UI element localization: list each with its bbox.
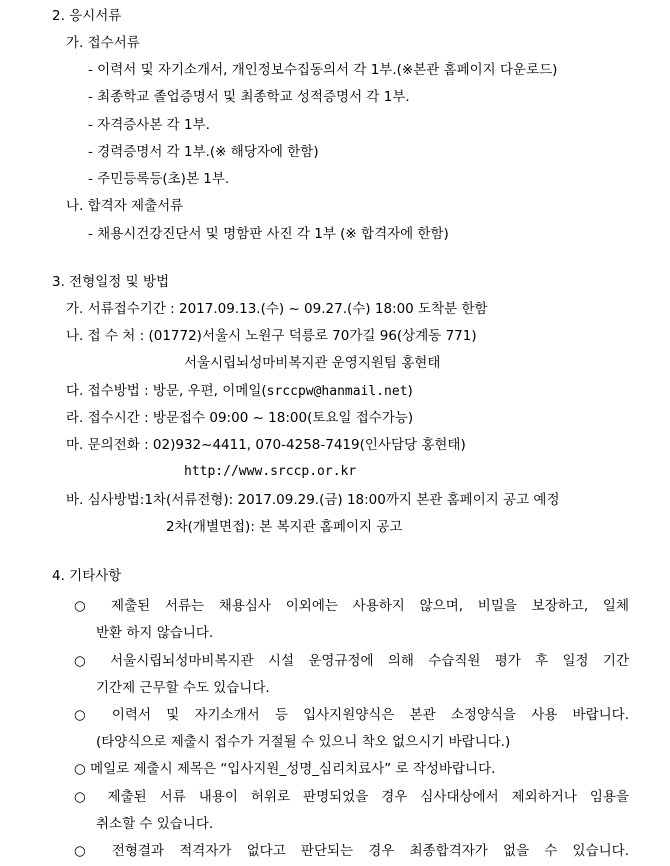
list-item: - 최종학교 졸업증명서 및 최종학교 성적증명서 각 1부.: [88, 89, 410, 105]
note-item: ○ 메일로 제출시 제목은 “입사지원_성명_심리치료사” 로 작성바랍니다.: [74, 761, 496, 777]
schedule-row-phone: 마. 문의전화 : 02)932~4411, 070-4258-7419(인사담당 홍현태): [66, 437, 466, 453]
section-heading-misc: 4. 기타사항: [52, 568, 122, 584]
schedule-row-period: 가. 서류접수기간 : 2017.09.13.(수) ~ 09.27.(수) 18:00 도착분 한함: [66, 301, 488, 317]
note-item: ○ 제출된 서류 내용이 허위로 판명되었을 경우 심사대상에서 제외하거나 임용을: [74, 789, 629, 805]
schedule-row-review-2: 2차(개별면접): 본 복지관 홈페이지 공고: [166, 519, 403, 535]
email-link[interactable]: srccpw@hanmail.net: [266, 384, 408, 399]
note-item-cont: 취소할 수 있습니다.: [96, 816, 214, 832]
section-heading-schedule: 3. 전형일정 및 방법: [52, 274, 170, 290]
list-item: - 이력서 및 자기소개서, 개인정보수집동의서 각 1부.(※본관 홈페이지 다운로드): [88, 62, 558, 78]
note-item-cont: 반환 하지 않습니다.: [96, 625, 214, 641]
group-label-submission-docs: 가. 접수서류: [66, 35, 140, 51]
note-item: ○ 이력서 및 자기소개서 등 입사지원양식은 본관 소정양식을 사용 바랍니다.: [74, 707, 629, 723]
schedule-row-hours: 라. 접수시간 : 방문접수 09:00 ~ 18:00(토요일 접수가능): [66, 410, 414, 426]
method-close: ): [407, 383, 413, 399]
note-item-cont: (타양식으로 제출시 접수가 거절될 수 있으니 착오 없으시기 바랍니다.): [96, 734, 511, 750]
section-heading-documents: 2. 응시서류: [52, 8, 122, 24]
schedule-row-address-contact: 서울시립뇌성마비복지관 운영지원팀 홍현태: [184, 355, 441, 371]
note-item: ○ 제출된 서류는 채용심사 이외에는 사용하지 않으며, 비밀을 보장하고, 일체: [74, 598, 629, 614]
method-label: 다. 접수방법 : 방문, 우편, 이메일(: [66, 383, 267, 399]
schedule-row-address: 나. 접 수 처 : (01772)서울시 노원구 덕릉로 70가길 96(상계동 771): [66, 328, 477, 344]
list-item: - 채용시건강진단서 및 명함판 사진 각 1부 (※ 합격자에 한함): [88, 226, 449, 242]
group-label-finalist-docs: 나. 합격자 제출서류: [66, 198, 184, 214]
schedule-row-method: [66, 382, 413, 401]
website-link[interactable]: http://www.srccp.or.kr: [184, 464, 357, 479]
note-item: ○ 전형결과 적격자가 없다고 판단되는 경우 최종합격자가 없을 수 있습니다.: [74, 843, 629, 859]
note-item: ○ 서울시립뇌성마비복지관 시설 운영규정에 의해 수습직원 평가 후 일정 기간: [74, 653, 629, 669]
list-item: - 경력증명서 각 1부.(※ 해당자에 한함): [88, 144, 319, 160]
list-item: - 주민등록등(초)본 1부.: [88, 171, 230, 187]
note-item-cont: 기간제 근무할 수도 있습니다.: [96, 680, 270, 696]
schedule-row-review-1: 바. 심사방법:1차(서류전형): 2017.09.29.(금) 18:00까지 본관 홈페이지 공고 예정: [66, 492, 560, 508]
list-item: - 자격증사본 각 1부.: [88, 117, 210, 133]
